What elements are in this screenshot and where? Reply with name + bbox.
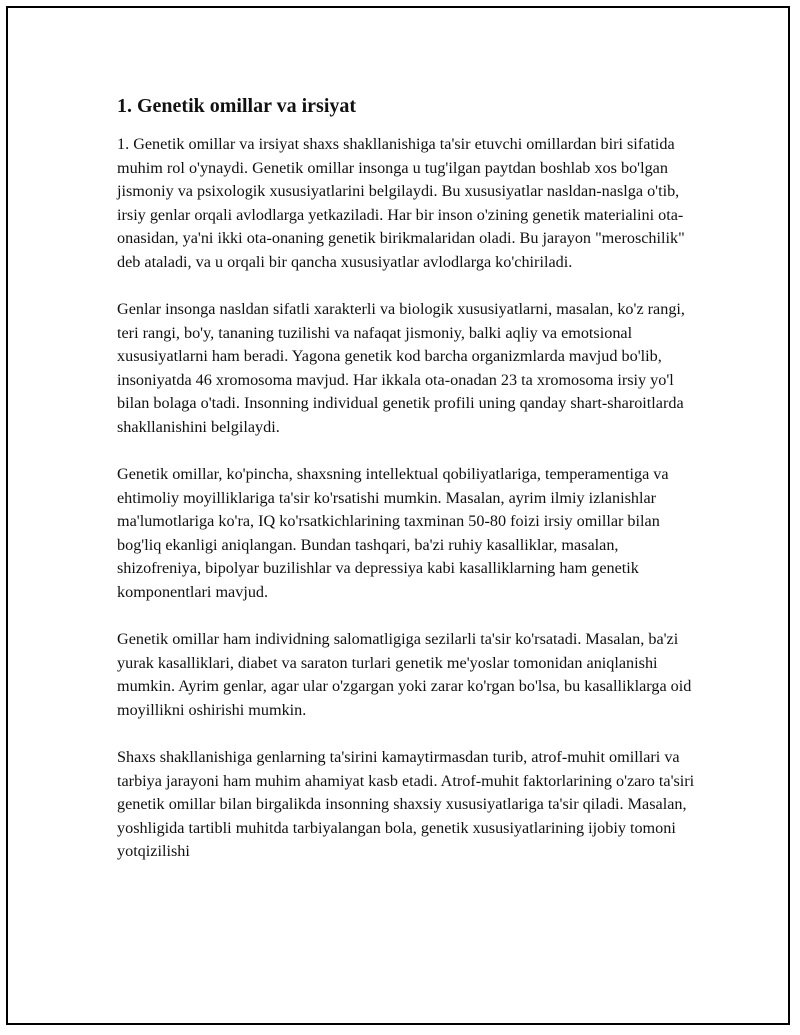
paragraph-1: 1. Genetik omillar va irsiyat shaxs shakllanishiga ta'sir etuvchi omillardan biri sifatida muhim rol o'ynaydi. Genetik omillar insonga u tug'ilgan paytdan boshlab xos bo'lgan jismoniy va psixologik xususiyatlarini belgilaydi. Bu xususiyatlar nasldan-naslga o'tib, irsiy genlar orqali avlodlarga yetkaziladi. Har bir inson o'zining genetik materialini ota-onasidan, ya'ni ikki ota-onaning genetik birikmalaridan oladi. Bu jarayon "meroschilik" deb ataladi, va u orqali bir qancha xususiyatlar avlodlarga ko'chiriladi. <box>117 135 685 271</box>
paragraph-3: Genetik omillar, ko'pincha, shaxsning intellektual qobiliyatlariga, temperamentiga va ehtimoliy moyilliklariga ta'sir ko'rsatishi mumkin. Masalan, ayrim ilmiy izlanishlar ma'lumotlariga ko'ra, IQ ko'rsatkichlarining taxminan 50-80 foizi irsiy omillar bilan bog'liq ekanligi aniqlangan. Bundan tashqari, ba'zi ruhiy kasalliklar, masalan, shizofreniya, bipolyar buzilishlar va depressiya kabi kasalliklarning ham genetik komponentlari mavjud. <box>117 465 669 601</box>
document-title: 1. Genetik omillar va irsiyat <box>117 95 357 117</box>
document-body <box>117 92 697 888</box>
paragraph-2: Genlar insonga nasldan sifatli xarakterli va biologik xususiyatlarni, masalan, ko'z rangi, teri rangi, bo'y, tananing tuzilishi va nafaqat jismoniy, balki aqliy va emotsional xususiyatlarni ham beradi. Yagona genetik kod barcha organizmlarda mavjud bo'lib, insoniyatda 46 xromosoma mavjud. Har ikkala ota-onadan 23 ta xromosoma irsiy yo'l bilan bolaga o'tadi. Insonning individual genetik profili uning qanday shart-sharoitlarda shakllanishini belgilaydi. <box>117 300 685 436</box>
paragraph-5: Shaxs shakllanishiga genlarning ta'sirini kamaytirmasdan turib, atrof-muhit omillari va tarbiya jarayoni ham muhim ahamiyat kasb etadi. Atrof-muhit faktorlarining o'zaro ta'siri genetik omillar bilan birgalikda insonning shaxsiy xususiyatlariga ta'sir qiladi. Masalan, yoshligida tartibli muhitda tarbiyalangan bola, genetik xususiyatlarining ijobiy tomoni yotqizilishi <box>117 748 695 860</box>
paragraph-4: Genetik omillar ham individning salomatligiga sezilarli ta'sir ko'rsatadi. Masalan, ba'zi yurak kasalliklari, diabet va saraton turlari genetik me'yoslar tomonidan aniqlanishi mumkin. Ayrim genlar, agar ular o'zgargan yoki zarar ko'rgan bo'lsa, bu kasalliklarga oid moyillikni oshirishi mumkin. <box>117 630 692 719</box>
